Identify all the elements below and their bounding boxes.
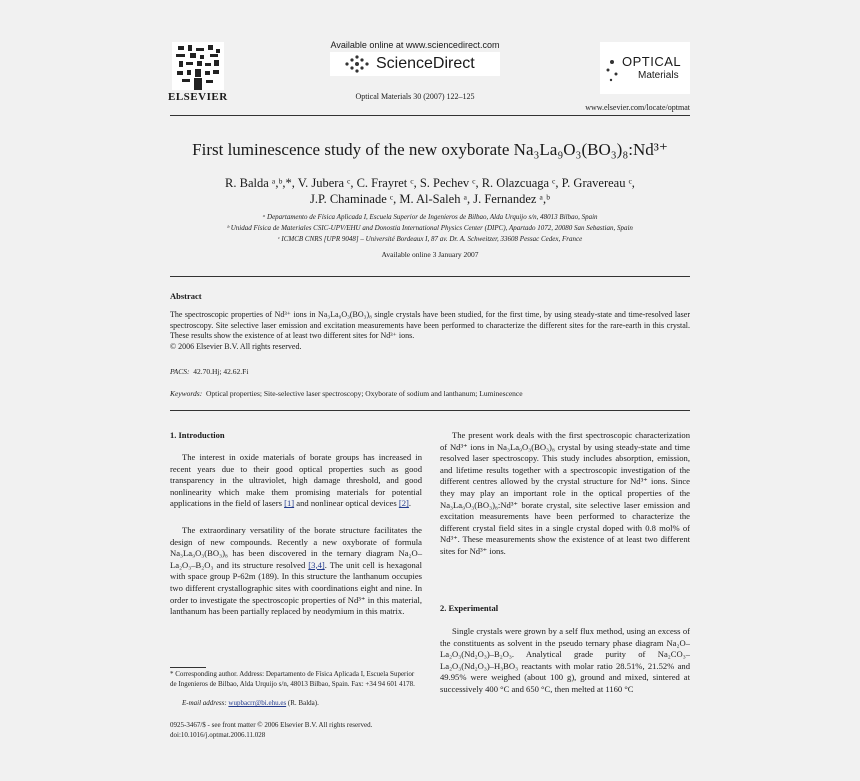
journal-url[interactable]: www.elsevier.com/locate/optmat	[585, 103, 690, 112]
affiliation-c: ᶜ ICMCB CNRS [UPR 9048] – Université Bordeaux I, 87 av. Dr. A. Schweitzer, 33608 Pessac Cedex, France	[277, 235, 583, 243]
keywords-text: Optical properties; Site-selective laser spectroscopy; Oxyborate of sodium and lanthanum; Luminescence	[205, 389, 523, 398]
intro-p1-text-b: and nonlinear optical devices	[294, 498, 399, 509]
authors-line-2: J.P. Chaminade ᶜ, M. Al-Saleh ᵃ, J. Fernandez ᵃ,ᵇ	[310, 192, 550, 206]
email-label: E-mail address:	[182, 699, 227, 707]
ref-1-link[interactable]: [1]	[284, 498, 295, 509]
journal-logo-line2: Materials	[638, 70, 679, 81]
pacs-line	[170, 367, 248, 376]
section-2-heading: 2. Experimental	[440, 603, 499, 613]
keywords-label: Keywords:	[170, 389, 203, 398]
intro-p2-text-b: . The unit cell is hexagonal with space group P-62m (189). In this structure the lanthanum occupies two different crystallographic sites with coordinations eight and nine. In order to investigate the spectroscopic properties of Nd³⁺ in this material, lanthanum has been partially replaced by neodymium in this matrix.	[170, 559, 423, 617]
email-link[interactable]: wupbacrr@bi.ehu.es	[228, 699, 287, 707]
right-paragraph-1: The present work deals with the first spectroscopic characterization of Nd³⁺ ions in Na₃La₉O₃(BO₃)₈ crystal by using steady-state and time resolved laser spectroscopy. This study includes absorption, emission, and lifetime results together with a spectroscopic investigation of the different centres allowed by the crystal structure for Nd³⁺ ions. Since they may play an important role in the optical properties of the Na₃La₉O₃(BO₃)₈:Nd³⁺ borate crystal, site selective laser emission and excitation measurements have been performed to characterize the different crystal field sites in a single crystal doped with 0.8 mol% of Nd³⁺. These measurements show the existence of at least two different sites for Nd³⁺ ions.	[440, 430, 690, 556]
article-title: First luminescence study of the new oxyborate Na₃La₉O₃(BO₃)₈:Nd³⁺	[192, 140, 668, 159]
section-1-heading: 1. Introduction	[170, 430, 225, 440]
sciencedirect-dots-icon	[344, 55, 372, 73]
issn-block	[170, 721, 422, 740]
footnote-rule	[170, 667, 206, 668]
intro-p1-text-c: .	[408, 498, 412, 509]
journal-logo-line1: OPTICAL	[622, 54, 682, 69]
available-date: Available online 3 January 2007	[381, 250, 479, 259]
sciencedirect-wordmark: ScienceDirect	[376, 55, 475, 72]
footnote-corresponding: * Corresponding author. Address: Departamento de Física Aplicada I, Escuela Superior de Ingenieros de Bilbao, Alda Urquijo s/n, 48013 Bilbao, Spain. Fax: +34 94 601 4178.	[170, 670, 415, 688]
abstract-body	[170, 310, 690, 352]
intro-paragraph-1	[170, 452, 422, 510]
authors-line-1: R. Balda ᵃ,ᵇ,*, V. Jubera ᶜ, C. Frayret ᶜ, S. Pechev ᶜ, R. Olazcuaga ᶜ, P. Gravereau ᶜ,	[225, 176, 635, 190]
ref-2-link[interactable]: [2]	[398, 498, 409, 509]
abstract-top-rule	[170, 276, 690, 277]
abstract-heading: Abstract	[170, 291, 202, 301]
intro-paragraph-2	[170, 525, 422, 618]
journal-reference: Optical Materials 30 (2007) 122–125	[355, 92, 475, 101]
affiliation-a: ᵃ Departamento de Física Aplicada I, Escuela Superior de Ingenieros de Bilbao, Alda Urquijo s/n, 48013 Bilbao, Spain	[262, 213, 598, 221]
sciencedirect-logo[interactable]	[330, 52, 500, 76]
publisher-name: ELSEVIER	[168, 91, 228, 103]
doi-line[interactable]: doi:10.1016/j.optmat.2006.11.028	[170, 730, 266, 739]
header-rule	[170, 115, 690, 116]
experimental-paragraph-1: Single crystals were grown by a self flux method, using an excess of the constituents as solvent in the pseudo ternary phase diagram Na₂O–La₂O₃(Nd₂O₃)–B₂O₃. Analytical grade purity of Na₂CO₃–La₂O₃(Nd₂O₃)–H₃BO₃ reactants with molar ratio 28.51%, 21.52% and 49.95% were weighed (about 100 g), ground and mixed, sintered at successively 400 °C and 650 °C, then melted at 1160 °C	[440, 626, 690, 694]
pacs-label: PACS:	[170, 367, 190, 376]
optical-materials-logo	[600, 42, 690, 94]
abstract-bottom-rule	[170, 410, 690, 411]
affiliation-b: ᵇ Unidad Física de Materiales CSIC-UPV/EHU and Donostia International Physics Center (DIPC), Apartado 1072, 20080 San Sebastian, Spain	[227, 224, 633, 232]
pacs-codes: 42.70.Hj; 42.62.Fi	[193, 367, 249, 376]
footnote-email	[170, 699, 422, 709]
intro-p1-text-a: The interest in oxide materials of borate groups has increased in recent years due to their good optical properties such as good transparency in the ultraviolet, high damage threshold, and good nonlinearity which make them promising materials for potential applications in the field of lasers	[170, 452, 422, 509]
keywords-line	[170, 389, 690, 398]
abstract-text: The spectroscopic properties of Nd³⁺ ions in Na₃La₉O₃(BO₃)₈ single crystals have been studied, for the first time, by using steady-state and time-resolved laser spectroscopy. Site selective laser emission and excitation measurements have been performed to characterize the different sites for the rare-earth in this crystal. These results show the existence of at least two different sites for Nd³⁺ ions.	[170, 310, 690, 340]
available-online-text: Available online at www.sciencedirect.com	[330, 40, 500, 50]
ref-3-4-link[interactable]: [3,4]	[308, 559, 325, 570]
email-after: (R. Balda).	[286, 699, 319, 707]
abstract-copyright: © 2006 Elsevier B.V. All rights reserved.	[170, 341, 302, 351]
issn-line: 0925-3467/$ - see front matter © 2006 Elsevier B.V. All rights reserved.	[170, 721, 373, 729]
intro-p2-text-a: The extraordinary versatility of the borate structure facilitates the design of new compounds. Recently a new oxyborate of formula Na₃La₉O₃(BO₃)₈ has been discovered in the ternary diagram Na₂O–La₂O₃–B₂O₃ and its structure resolved	[170, 525, 422, 570]
